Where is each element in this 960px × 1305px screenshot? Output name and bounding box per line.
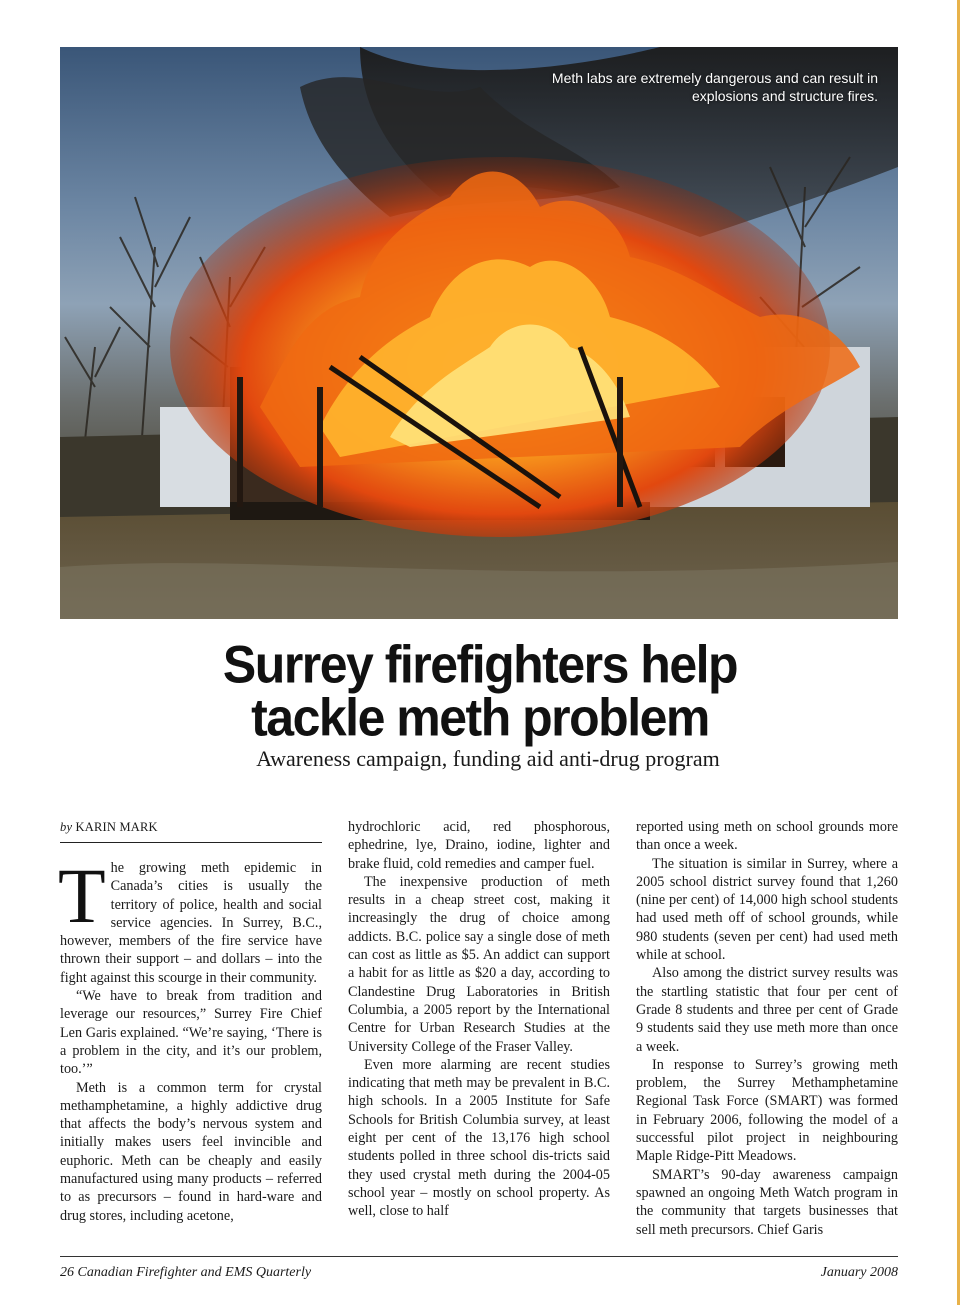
paragraph: In response to Surrey’s growing meth problem, the Surrey Methamphetamine Regional Task Force (SMART) was formed in February 2006, following the model of a successful pilot project in neighbouring Maple Ridge-Pitt Meadows. bbox=[636, 1056, 898, 1165]
paragraph: hydrochloric acid, red phosphorous, ephedrine, lye, Draino, iodine, lighter and brake fluid, cold remedies and camper fuel. bbox=[348, 819, 610, 872]
article-column-1 bbox=[60, 818, 322, 1225]
footer-date: January 2008 bbox=[820, 1265, 898, 1280]
article-deck: Awareness campaign, funding aid anti-drug program bbox=[256, 746, 720, 771]
house-fire-illustration bbox=[60, 47, 898, 619]
paragraph bbox=[58, 852, 322, 987]
paragraph: The situation is similar in Surrey, where a 2005 school district survey found that 1,260 (nine per cent) of 14,000 high school students had used meth off of school grounds, while 980 students (seven per cent) had used meth while at school. bbox=[636, 855, 898, 964]
headline-line-1: Surrey firefighters help bbox=[222, 634, 738, 695]
house-fire-photo bbox=[60, 47, 898, 619]
byline-prefix: by bbox=[60, 820, 73, 834]
paragraph: “We have to break from tradition and leverage our resources,” Surrey Fire Chief Len Garis explained. “We’re saying, ‘There is a problem in the city, and it’s our problem, too.’” bbox=[60, 988, 322, 1078]
paragraph: The inexpensive production of meth results in a cheap street cost, making it increasingly the drug of choice among addicts. B.C. police say a single dose of meth can cost as little as $5. An addict can support a habit for as little as $20 a day, according to Clandestine Drug Laboratories in British Columbia, a 2005 report by the International Centre for Urban Research Studies at the University College of the Fraser Valley. bbox=[348, 873, 610, 1055]
article-headline bbox=[0, 634, 960, 748]
footer-folio: 26 Canadian Firefighter and EMS Quarterly bbox=[60, 1265, 312, 1280]
drop-cap: T bbox=[58, 852, 106, 939]
article-column-2 bbox=[348, 818, 610, 1221]
paragraph: reported using meth on school grounds more than once a week. bbox=[636, 819, 898, 854]
byline bbox=[60, 818, 322, 843]
paragraph: SMART’s 90-day awareness campaign spawned an ongoing Meth Watch program in the community that targets businesses that sell meth precursors. Chief Garis bbox=[636, 1166, 898, 1238]
footer-divider bbox=[60, 1256, 898, 1257]
headline-line-2: tackle meth problem bbox=[251, 687, 709, 748]
paragraph-text: he growing meth epidemic in Canada’s cities is usually the territory of police, health and social service agencies. In Surrey, B.C., however, members of the fire service have thrown their support – and dollars – into the fight against this scourge in their community. bbox=[60, 860, 322, 986]
paragraph: Also among the district survey results was the startling statistic that four per cent of Grade 8 students and three per cent of Grade 9 students said they use meth more than once a week. bbox=[636, 965, 898, 1055]
paragraph: Even more alarming are recent studies indicating that meth may be prevalent in B.C. high schools. In a 2005 Institute for Safe Schools for British Columbia survey, at least eight per cent of the 13,176 high school students polled in three school dis-tricts said they used crystal meth during the 2004-05 school year – mostly on school property. As well, close to half bbox=[348, 1056, 610, 1220]
photo-caption: Meth labs are extremely dangerous and can result in explosions and structure fires. bbox=[551, 70, 878, 104]
paragraph: Meth is a common term for crystal methamphetamine, a highly addictive drug that affects the body’s nervous system and initially makes users feel invincible and euphoric. Meth can be cheaply and easily manufactured using many products – referred to as precursors – found in hard-ware and drug stores, including acetone, bbox=[60, 1079, 322, 1224]
article-column-3 bbox=[636, 818, 898, 1239]
byline-author: KARIN MARK bbox=[75, 820, 158, 834]
